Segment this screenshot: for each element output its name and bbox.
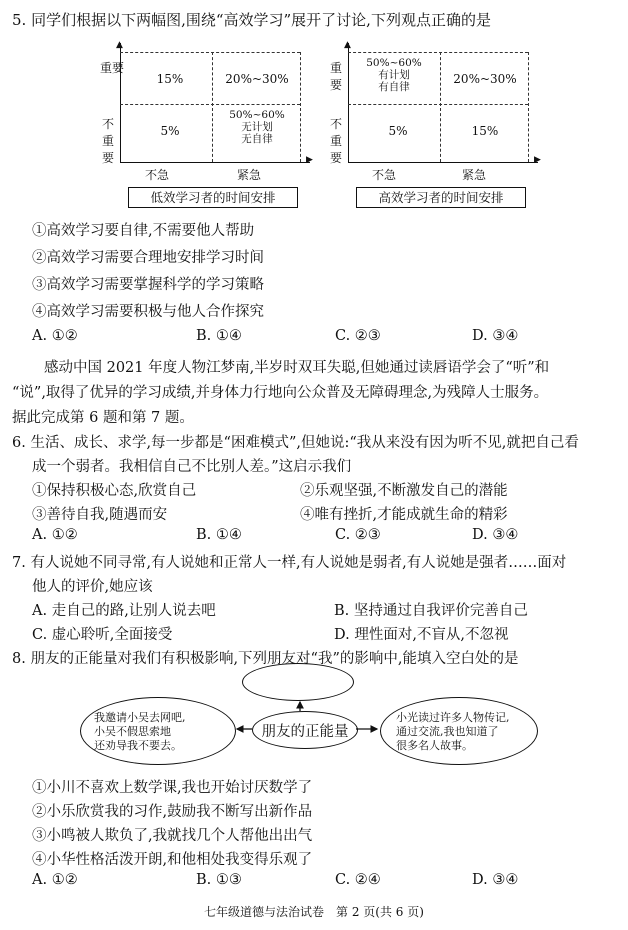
q8-option-d[interactable]: D. ③④ bbox=[472, 872, 519, 888]
q7-stem-line-1: 7. 有人说她不同寻常,有人说她和正常人一样,有人说她是弱者,有人说她是强者……面对 bbox=[12, 555, 567, 571]
q8-statement-3: ③小鸣被人欺负了,我就找几个人帮他出出气 bbox=[32, 828, 313, 844]
cell-unimportant-not-urgent: 5% bbox=[388, 124, 408, 138]
q6-stem-line-1: 6. 生活、成长、求学,每一步都是“困难模式”,但她说:“我从来没有因为听不见,就把自己看 bbox=[12, 435, 579, 451]
q7-option-c[interactable]: C. 虚心聆听,全面接受 bbox=[32, 627, 173, 643]
q6-option-d[interactable]: D. ③④ bbox=[472, 527, 519, 543]
q5-stem: 5. 同学们根据以下两幅图,围绕“高效学习”展开了讨论,下列观点正确的是 bbox=[12, 11, 491, 29]
passage-line-3: 据此完成第 6 题和第 7 题。 bbox=[12, 410, 194, 426]
cell-important-urgent: 20%~30% bbox=[453, 72, 517, 86]
q8-option-c[interactable]: C. ②④ bbox=[335, 872, 381, 888]
q5-option-d[interactable]: D. ③④ bbox=[472, 328, 519, 344]
x-axis-arrow: ▶ bbox=[534, 155, 541, 165]
cell-unimportant-urgent: 50%~60% 无计划 无自律 bbox=[229, 109, 285, 145]
y-axis-top-label: 重要 bbox=[100, 61, 125, 75]
q7-option-d[interactable]: D. 理性面对,不盲从,不忽视 bbox=[334, 627, 509, 643]
q6-option-a[interactable]: A. ①② bbox=[32, 527, 78, 543]
q5-option-a[interactable]: A. ①② bbox=[32, 328, 78, 344]
q7-stem-line-2: 他人的评价,她应该 bbox=[32, 579, 153, 595]
q8-option-b[interactable]: B. ①③ bbox=[196, 872, 242, 888]
cell-important-not-urgent: 50%~60% 有计划 有自律 bbox=[366, 57, 422, 93]
y-axis-arrow: ▲ bbox=[344, 40, 351, 50]
chart-caption-high: 高效学习者的时间安排 bbox=[356, 187, 526, 208]
q5-statement-1: ①高效学习要自律,不需要他人帮助 bbox=[32, 223, 255, 239]
q8-statement-1: ①小川不喜欢上数学课,我也开始讨厌数学了 bbox=[32, 780, 313, 796]
q5-statement-4: ④高效学习需要积极与他人合作探究 bbox=[32, 304, 264, 320]
q5-option-c[interactable]: C. ②③ bbox=[335, 328, 381, 344]
chart-caption-low: 低效学习者的时间安排 bbox=[128, 187, 298, 208]
cell-important-urgent: 20%~30% bbox=[225, 72, 289, 86]
left-bubble-text: 我邀请小吴去网吧, 小吴不假思索地 还劝导我不要去。 bbox=[94, 711, 186, 752]
cell-important-not-urgent: 15% bbox=[156, 72, 184, 86]
center-label: 朋友的正能量 bbox=[261, 724, 349, 740]
cell-unimportant-urgent: 15% bbox=[471, 124, 499, 138]
right-bubble-text: 小光读过许多人物传记, 通过交流,我也知道了 很多名人故事。 bbox=[396, 711, 510, 752]
passage-line-2: “说”,取得了优异的学习成绩,并身体力行地向公众普及无障碍理念,为残障人士服务。 bbox=[12, 385, 549, 401]
x-axis-left-label: 不急 bbox=[145, 168, 170, 182]
q7-option-b[interactable]: B. 坚持通过自我评价完善自己 bbox=[334, 603, 528, 619]
y-axis-bottom-label: 不重要 bbox=[101, 117, 114, 165]
cell-unimportant-not-urgent: 5% bbox=[160, 124, 180, 138]
q6-statement-2: ②乐观坚强,不断激发自己的潜能 bbox=[300, 483, 508, 499]
q6-option-b[interactable]: B. ①④ bbox=[196, 527, 242, 543]
q8-statement-2: ②小乐欣赏我的习作,鼓励我不断写出新作品 bbox=[32, 804, 313, 820]
q6-statement-3: ③善待自我,随遇而安 bbox=[32, 507, 168, 523]
q6-option-c[interactable]: C. ②③ bbox=[335, 527, 381, 543]
x-axis-left-label: 不急 bbox=[372, 168, 397, 182]
q8-option-a[interactable]: A. ①② bbox=[32, 872, 78, 888]
q8-statement-4: ④小华性格活泼开朗,和他相处我变得乐观了 bbox=[32, 852, 313, 868]
q6-statement-1: ①保持积极心态,欣赏自己 bbox=[32, 483, 197, 499]
y-axis-bottom-label: 不重要 bbox=[329, 117, 342, 165]
x-axis-arrow: ▶ bbox=[306, 155, 313, 165]
y-axis-top-label: 重要 bbox=[329, 61, 342, 92]
y-axis-arrow: ▲ bbox=[116, 40, 123, 50]
passage-line-1: 感动中国 2021 年度人物江梦南,半岁时双耳失聪,但她通过读唇语学会了“听”和 bbox=[44, 360, 550, 376]
q8-stem: 8. 朋友的正能量对我们有积极影响,下列朋友对“我”的影响中,能填入空白处的是 bbox=[12, 651, 519, 667]
page-footer: 七年级道德与法治试卷 第 2 页(共 6 页) bbox=[204, 905, 424, 919]
q5-statement-2: ②高效学习需要合理地安排学习时间 bbox=[32, 250, 264, 266]
q6-statement-4: ④唯有挫折,才能成就生命的精彩 bbox=[300, 507, 508, 523]
q7-option-a[interactable]: A. 走自己的路,让别人说去吧 bbox=[32, 603, 216, 619]
x-axis-right-label: 紧急 bbox=[462, 168, 487, 182]
q5-option-b[interactable]: B. ①④ bbox=[196, 328, 242, 344]
q6-stem-line-2: 成一个弱者。我相信自己不比别人差。”这启示我们 bbox=[32, 459, 352, 475]
x-axis-right-label: 紧急 bbox=[237, 168, 262, 182]
q5-statement-3: ③高效学习需要掌握科学的学习策略 bbox=[32, 277, 264, 293]
